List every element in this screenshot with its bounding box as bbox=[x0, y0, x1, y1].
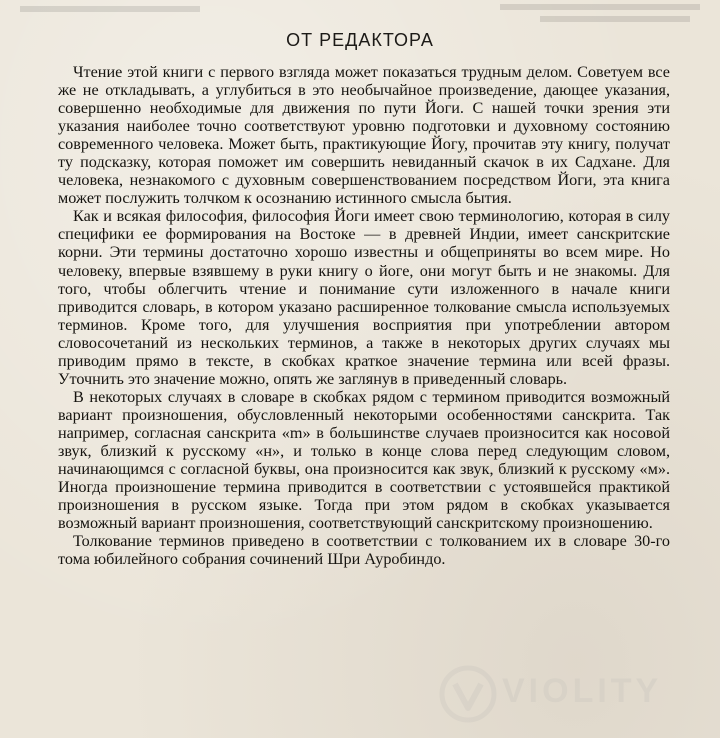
paragraph-2: Как и всякая философия, философия Йоги имеет свою терминологию, которая в силу специфики ее формирования на Востоке — в древней Индии, имеет санскритские корни. Эти термины достаточно хорошо известны и общеприняты во всем мире. Но человеку, впервые взявшему в руки книгу о йоге, они могут быть и не знакомы. Для того, чтобы облегчить чтение и понимание сути изложенного в начале книги приводится словарь, в котором указано расширенное толкование смысла используемых терминов. Кроме того, для улучшения восприятия при употреблении автором словосочетаний из нескольких терминов, а также в некоторых других случаях мы приводим прямо в тексте, в скобках краткое значение термина или всей фразы. Уточнить это значение можно, опять же заглянув в приведенный словарь. bbox=[58, 207, 670, 388]
paragraph-4: Толкование терминов приведено в соответствии с толкованием их в словаре 30-го тома юбилейного собрания сочинений Шри Ауробиндо. bbox=[58, 532, 670, 569]
paragraph-3: В некоторых случаях в словаре в скобках рядом с термином приводится возможный вариант произношения, обусловленный некоторыми особенностями санскрита. Так например, согласная санскрита «m» в большинстве случаев произносится как носовой звук, близкий к русскому «н», и только в конце слова перед следующим словом, начинающимся с согласной буквы, она произносится как звук, близкий к русскому «м». Иногда произношение термина приводится в соответствии с устоявшейся практикой произношения в русском языке. Тогда при этом рядом в скобках указывается возможный вариант произношения, соответствующий санскритскому произношению. bbox=[58, 387, 670, 533]
watermark-logo-icon bbox=[438, 664, 498, 724]
watermark-text: VIOLITY bbox=[502, 672, 663, 710]
page-title: ОТ РЕДАКТОРА bbox=[286, 30, 434, 51]
page-body bbox=[58, 63, 670, 568]
bleed-through-texture bbox=[0, 0, 720, 30]
watermark bbox=[436, 662, 712, 726]
paragraph-1: Чтение этой книги с первого взгляда может показаться трудным делом. Советуем все же не откладывать, а углубиться в это необычайное произведение, дающее указания, совершенно необходимые для движения по пути Йоги. С нашей точки зрения эти указания наиболее точно соответствуют уровню подготовки и духовному состоянию современного человека. Может быть, практикующие Йогу, прочитав эту книгу, получат ту подсказку, которая поможет им совершить невиданный скачок в их Садхане. Для человека, незнакомого с духовным совершенствованием посредством Йоги, эта книга может послужить толчком к осознанию истинного смысла бытия. bbox=[58, 63, 670, 208]
